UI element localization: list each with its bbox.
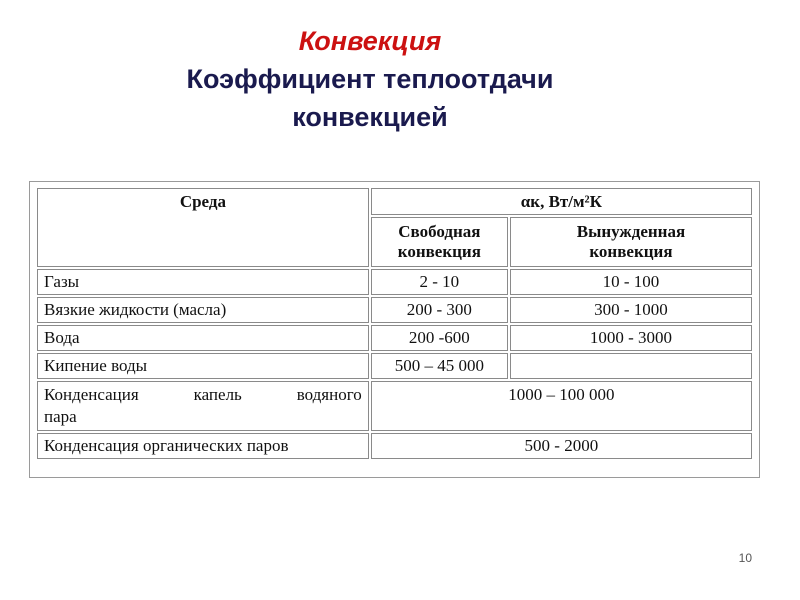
row-medium: Вязкие жидкости (масла) [37,297,369,323]
row-medium: Вода [37,325,369,351]
condensation-word: Конденсация [44,385,139,404]
row-free-value: 2 - 10 [371,269,508,295]
table-row [37,269,752,295]
condensation-water-line1 [44,384,362,406]
row-medium: Газы [37,269,369,295]
condensation-word: водяного [296,385,362,404]
row-forced-value: 300 - 1000 [510,297,752,323]
table-row [37,297,752,323]
row-medium: Кипение воды [37,353,369,379]
condensation-water-line2: пара [44,407,77,426]
row-free-value: 200 - 300 [371,297,508,323]
page-number: 10 [738,551,752,565]
row-forced-value: 10 - 100 [510,269,752,295]
header-forced-convection [510,217,752,267]
heat-transfer-table [35,186,754,461]
header-forced-line2: конвекция [589,242,673,261]
header-free-convection [371,217,508,267]
row-medium-condensation-water [37,381,369,431]
header-free-line1: Свободная [398,222,481,241]
table-header-row [37,188,752,215]
slide-title [0,22,740,136]
heat-transfer-table-frame [29,181,760,478]
row-merged-value: 500 - 2000 [371,433,752,459]
header-alpha: αк, Вт/м²К [371,188,752,215]
row-merged-value: 1000 – 100 000 [371,381,752,431]
row-forced-value [510,353,752,379]
title-coefficient: Коэффициент теплоотдачи [186,64,554,94]
row-forced-value: 1000 - 3000 [510,325,752,351]
header-free-line2: конвекция [397,242,481,261]
table-row [37,381,752,431]
row-medium: Конденсация органических паров [37,433,369,459]
table-row [37,433,752,459]
header-forced-line1: Вынужденная [576,222,686,241]
table-row [37,325,752,351]
row-free-value: 500 – 45 000 [371,353,508,379]
header-medium: Среда [37,188,369,267]
title-convection: Конвекция [298,26,442,56]
row-free-value: 200 -600 [371,325,508,351]
table-row [37,353,752,379]
condensation-word: капель [193,385,242,404]
title-convection-instr: конвекцией [292,102,448,132]
